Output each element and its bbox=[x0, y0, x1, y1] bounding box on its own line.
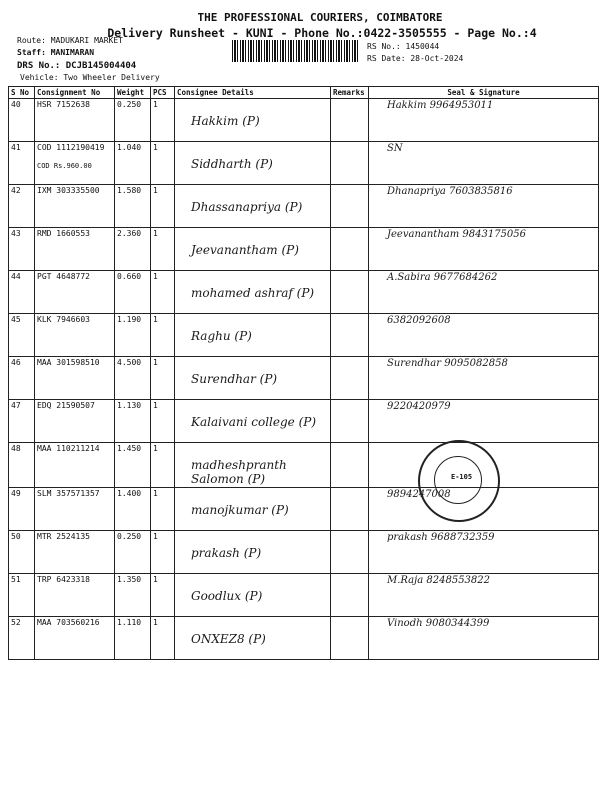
cell-remarks bbox=[331, 185, 369, 228]
col-signature: Seal & Signature bbox=[369, 87, 599, 99]
cell-consignee bbox=[175, 99, 331, 142]
cell-weight bbox=[115, 574, 151, 617]
cell-consignment-value: MAA 703560216 bbox=[37, 618, 100, 627]
cell-pcs bbox=[151, 314, 175, 357]
company-title: THE PROFESSIONAL COURIERS, COIMBATORE bbox=[197, 11, 443, 24]
cell-sno-value: 44 bbox=[11, 272, 21, 281]
cell-consignment bbox=[35, 228, 115, 271]
cell-weight bbox=[115, 228, 151, 271]
cell-signature bbox=[369, 314, 599, 357]
cell-consignee bbox=[175, 271, 331, 314]
table-row bbox=[9, 574, 599, 617]
cell-consignment-value: KLK 7946603 bbox=[37, 315, 90, 324]
staff-label: Staff: MANIMARAN bbox=[17, 48, 95, 57]
cell-consignee bbox=[175, 400, 331, 443]
handwritten-signature: 9894247008 bbox=[387, 489, 451, 500]
handwritten-consignee: Siddharth (P) bbox=[191, 157, 273, 171]
cell-remarks bbox=[331, 488, 369, 531]
cell-pcs bbox=[151, 228, 175, 271]
table-row bbox=[9, 228, 599, 271]
handwritten-consignee: Surendhar (P) bbox=[191, 372, 278, 386]
cell-pcs-value: 1 bbox=[153, 272, 158, 281]
cell-signature bbox=[369, 99, 599, 142]
table-row bbox=[9, 142, 599, 185]
cell-consignee bbox=[175, 228, 331, 271]
cell-weight-value: 1.450 bbox=[117, 444, 142, 453]
cell-sno-value: 45 bbox=[11, 315, 21, 324]
cell-remarks bbox=[331, 142, 369, 185]
table-row bbox=[9, 314, 599, 357]
cell-sno-value: 52 bbox=[11, 618, 21, 627]
cell-pcs-value: 1 bbox=[153, 401, 158, 410]
handwritten-consignee: manojkumar (P) bbox=[191, 503, 289, 517]
cell-consignment bbox=[35, 142, 115, 185]
cell-sno bbox=[9, 531, 35, 574]
handwritten-consignee: Dhassanapriya (P) bbox=[191, 200, 303, 214]
cell-weight-value: 0.660 bbox=[117, 272, 142, 281]
handwritten-signature: prakash 9688732359 bbox=[387, 532, 495, 543]
cell-remarks bbox=[331, 99, 369, 142]
cell-pcs-value: 1 bbox=[153, 618, 158, 627]
cell-weight-value: 0.250 bbox=[117, 100, 142, 109]
cell-pcs bbox=[151, 488, 175, 531]
cell-signature bbox=[369, 271, 599, 314]
cell-signature bbox=[369, 228, 599, 271]
handwritten-signature: SN bbox=[387, 143, 403, 154]
cell-signature bbox=[369, 142, 599, 185]
table-row bbox=[9, 357, 599, 400]
cell-consignment bbox=[35, 314, 115, 357]
cell-weight bbox=[115, 185, 151, 228]
cell-consignment bbox=[35, 488, 115, 531]
vehicle-label: Vehicle: Two Wheeler Delivery bbox=[20, 73, 160, 82]
cell-sno bbox=[9, 488, 35, 531]
drs-number: DRS No.: DCJB145004404 bbox=[17, 61, 137, 71]
cell-sno-value: 47 bbox=[11, 401, 21, 410]
cell-consignment bbox=[35, 617, 115, 660]
cell-consignment bbox=[35, 99, 115, 142]
cell-pcs bbox=[151, 531, 175, 574]
cell-consignee bbox=[175, 357, 331, 400]
cell-weight-value: 1.110 bbox=[117, 618, 142, 627]
cell-consignment-value: SLM 357571357 bbox=[37, 489, 100, 498]
cell-weight bbox=[115, 142, 151, 185]
cell-weight bbox=[115, 488, 151, 531]
cell-weight-value: 1.130 bbox=[117, 401, 142, 410]
handwritten-signature: 9220420979 bbox=[387, 401, 451, 412]
col-sno: S No bbox=[9, 87, 35, 99]
cell-weight-value: 1.350 bbox=[117, 575, 142, 584]
cell-sno bbox=[9, 443, 35, 488]
cell-consignee bbox=[175, 574, 331, 617]
cell-consignment bbox=[35, 400, 115, 443]
handwritten-consignee: Jeevanantham (P) bbox=[191, 243, 299, 257]
col-consignee: Consignee Details bbox=[175, 87, 331, 99]
cell-pcs bbox=[151, 400, 175, 443]
cell-pcs bbox=[151, 443, 175, 488]
cell-sno-value: 49 bbox=[11, 489, 21, 498]
cell-pcs-value: 1 bbox=[153, 444, 158, 453]
cell-remarks bbox=[331, 271, 369, 314]
cell-weight bbox=[115, 443, 151, 488]
cell-consignee bbox=[175, 531, 331, 574]
cell-weight bbox=[115, 99, 151, 142]
cell-weight bbox=[115, 271, 151, 314]
cell-remarks bbox=[331, 617, 369, 660]
cell-consignment-value: COD 1112190419 bbox=[37, 143, 105, 152]
handwritten-signature: A.Sabira 9677684262 bbox=[387, 272, 498, 283]
cell-consignee bbox=[175, 488, 331, 531]
table-row bbox=[9, 400, 599, 443]
seal-stamp bbox=[418, 440, 500, 522]
cell-remarks bbox=[331, 314, 369, 357]
cell-remarks bbox=[331, 400, 369, 443]
handwritten-consignee: prakash (P) bbox=[191, 546, 262, 560]
cell-consignee bbox=[175, 142, 331, 185]
cell-sno-value: 42 bbox=[11, 186, 21, 195]
cell-signature bbox=[369, 400, 599, 443]
cell-pcs-value: 1 bbox=[153, 100, 158, 109]
cell-remarks bbox=[331, 531, 369, 574]
cell-weight bbox=[115, 314, 151, 357]
cell-weight bbox=[115, 617, 151, 660]
cell-sno bbox=[9, 400, 35, 443]
handwritten-consignee: ONXEZ8 (P) bbox=[191, 632, 266, 646]
cell-signature bbox=[369, 617, 599, 660]
cell-consignee bbox=[175, 443, 331, 488]
table-row bbox=[9, 443, 599, 488]
cell-sno-value: 40 bbox=[11, 100, 21, 109]
cell-sno bbox=[9, 142, 35, 185]
rs-number: RS No.: 1450044 bbox=[367, 42, 440, 51]
cell-consignee bbox=[175, 617, 331, 660]
cell-pcs bbox=[151, 357, 175, 400]
cell-signature bbox=[369, 574, 599, 617]
handwritten-signature: 6382092608 bbox=[387, 315, 451, 326]
cell-signature bbox=[369, 357, 599, 400]
cell-weight-value: 1.040 bbox=[117, 143, 142, 152]
cell-remarks bbox=[331, 228, 369, 271]
table-row bbox=[9, 617, 599, 660]
handwritten-signature: Jeevanantham 9843175056 bbox=[387, 229, 527, 240]
handwritten-consignee: Hakkim (P) bbox=[191, 114, 260, 128]
cell-pcs bbox=[151, 142, 175, 185]
cell-consignment-value: EDQ 21590507 bbox=[37, 401, 95, 410]
cell-sno-value: 51 bbox=[11, 575, 21, 584]
cell-weight-value: 4.500 bbox=[117, 358, 142, 367]
table-row bbox=[9, 185, 599, 228]
cell-consignment bbox=[35, 185, 115, 228]
cell-consignment bbox=[35, 443, 115, 488]
handwritten-consignee: Goodlux (P) bbox=[191, 589, 263, 603]
cell-consignment-value: RMD 1660553 bbox=[37, 229, 90, 238]
col-remarks: Remarks bbox=[331, 87, 369, 99]
cell-pcs-value: 1 bbox=[153, 489, 158, 498]
handwritten-signature: Hakkim 9964953011 bbox=[387, 100, 494, 111]
cell-consignee bbox=[175, 185, 331, 228]
cell-weight-value: 1.400 bbox=[117, 489, 142, 498]
cell-signature bbox=[369, 185, 599, 228]
table-row bbox=[9, 488, 599, 531]
col-pcs: PCS bbox=[151, 87, 175, 99]
runsheet-title: Delivery Runsheet - KUNI - Phone No.:0422-3505555 - Page No.:4 bbox=[107, 26, 537, 40]
cell-sno-value: 46 bbox=[11, 358, 21, 367]
barcode bbox=[232, 40, 360, 62]
cell-weight-value: 1.190 bbox=[117, 315, 142, 324]
table-row bbox=[9, 531, 599, 574]
route-label: Route: MADUKARI MARKET bbox=[17, 36, 123, 45]
col-weight: Weight bbox=[115, 87, 151, 99]
seal-pin: E-105 bbox=[451, 473, 473, 481]
cell-pcs bbox=[151, 617, 175, 660]
table-row bbox=[9, 271, 599, 314]
cell-sno bbox=[9, 99, 35, 142]
cell-pcs bbox=[151, 99, 175, 142]
handwritten-signature: Dhanapriya 7603835816 bbox=[387, 186, 513, 197]
cell-consignment-value: TRP 6423318 bbox=[37, 575, 90, 584]
cell-pcs-value: 1 bbox=[153, 143, 158, 152]
cell-consignment-value: MTR 2524135 bbox=[37, 532, 90, 541]
cell-weight-value: 0.250 bbox=[117, 532, 142, 541]
cell-pcs bbox=[151, 271, 175, 314]
cell-weight bbox=[115, 357, 151, 400]
handwritten-consignee: mohamed ashraf (P) bbox=[191, 286, 315, 300]
cell-pcs-value: 1 bbox=[153, 575, 158, 584]
cell-pcs-value: 1 bbox=[153, 358, 158, 367]
cell-sno-value: 48 bbox=[11, 444, 21, 453]
cell-consignment bbox=[35, 531, 115, 574]
cell-weight bbox=[115, 531, 151, 574]
cell-sno-value: 43 bbox=[11, 229, 21, 238]
cell-consignment-value: MAA 301598510 bbox=[37, 358, 100, 367]
handwritten-signature: Vinodh 9080344399 bbox=[387, 618, 490, 629]
cell-pcs-value: 1 bbox=[153, 532, 158, 541]
cell-remarks bbox=[331, 443, 369, 488]
cell-pcs-value: 1 bbox=[153, 315, 158, 324]
cell-consignment bbox=[35, 271, 115, 314]
cell-sno-value: 50 bbox=[11, 532, 21, 541]
cod-amount: COD Rs.960.00 bbox=[37, 162, 92, 170]
cell-pcs-value: 1 bbox=[153, 229, 158, 238]
table-header-row bbox=[9, 87, 599, 99]
cell-sno bbox=[9, 271, 35, 314]
handwritten-signature: M.Raja 8248553822 bbox=[387, 575, 491, 586]
cell-pcs-value: 1 bbox=[153, 186, 158, 195]
handwritten-consignee: Raghu (P) bbox=[191, 329, 252, 343]
cell-consignment-value: MAA 110211214 bbox=[37, 444, 100, 453]
cell-weight-value: 1.580 bbox=[117, 186, 142, 195]
table-row bbox=[9, 99, 599, 142]
cell-consignee bbox=[175, 314, 331, 357]
cell-sno bbox=[9, 574, 35, 617]
cell-weight bbox=[115, 400, 151, 443]
cell-pcs bbox=[151, 574, 175, 617]
handwritten-signature: Surendhar 9095082858 bbox=[387, 358, 508, 369]
cell-consignment bbox=[35, 357, 115, 400]
cell-consignment-value: IXM 303335500 bbox=[37, 186, 100, 195]
handwritten-consignee: Kalaivani college (P) bbox=[191, 415, 317, 429]
handwritten-consignee: madheshpranth Salomon (P) bbox=[191, 458, 287, 486]
cell-weight-value: 2.360 bbox=[117, 229, 142, 238]
cell-sno-value: 41 bbox=[11, 143, 21, 152]
cell-pcs bbox=[151, 185, 175, 228]
cell-sno bbox=[9, 617, 35, 660]
cell-sno bbox=[9, 185, 35, 228]
delivery-table bbox=[8, 86, 599, 660]
cell-consignment-value: HSR 7152638 bbox=[37, 100, 90, 109]
cell-consignment bbox=[35, 574, 115, 617]
col-consignment: Consignment No bbox=[35, 87, 115, 99]
cell-remarks bbox=[331, 357, 369, 400]
cell-sno bbox=[9, 357, 35, 400]
cell-signature bbox=[369, 531, 599, 574]
cell-remarks bbox=[331, 574, 369, 617]
cell-consignment-value: PGT 4648772 bbox=[37, 272, 90, 281]
cell-sno bbox=[9, 314, 35, 357]
cell-sno bbox=[9, 228, 35, 271]
rs-date: RS Date: 28-Oct-2024 bbox=[367, 54, 464, 63]
